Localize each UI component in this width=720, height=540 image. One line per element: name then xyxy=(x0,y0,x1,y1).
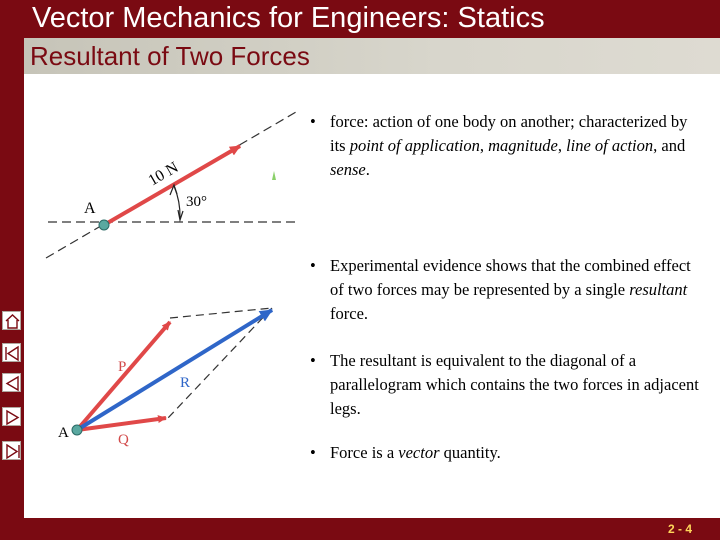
title-bar xyxy=(0,0,720,38)
home-icon xyxy=(3,312,22,331)
force-figures xyxy=(40,100,300,460)
q-label: Q xyxy=(118,432,129,448)
first-slide-icon xyxy=(3,344,22,363)
page-number: 2 - 4 xyxy=(667,522,692,536)
bullet-text-segment: , xyxy=(557,136,567,155)
parallelogram-figure xyxy=(58,308,272,448)
bullet-text-segment: magnitude xyxy=(488,136,558,155)
bullet-text-segment: force. xyxy=(330,304,369,323)
r-label: R xyxy=(180,375,191,391)
next-slide-button[interactable] xyxy=(2,407,21,426)
point-a-particle-2 xyxy=(72,425,82,435)
resultant-r-arrow xyxy=(77,310,272,430)
bullet-text-segment: sense xyxy=(330,160,366,179)
home-button[interactable] xyxy=(2,311,21,330)
previous-slide-icon xyxy=(3,374,22,393)
bullet-symbol: • xyxy=(310,443,316,462)
bullet-text-segment: , and xyxy=(653,136,686,155)
bullet-symbol: • xyxy=(310,256,316,275)
point-a-label-2: A xyxy=(58,425,69,441)
last-slide-button[interactable] xyxy=(2,441,21,460)
small-marker xyxy=(272,171,276,180)
next-slide-icon xyxy=(3,408,22,427)
bullet-text-segment: resultant xyxy=(629,280,688,299)
last-slide-icon xyxy=(3,442,22,461)
bullet-text-segment: The resultant is equivalent to the diagonal of a parallelogram which contains the two forces in adjacent legs. xyxy=(330,351,699,418)
p-label: P xyxy=(118,359,127,375)
point-a-label: A xyxy=(84,200,96,217)
bullet-text-segment: line of action xyxy=(566,136,654,155)
force-p-arrow xyxy=(77,322,170,430)
bullet-text-segment: force: action of one body on another; characterized by its xyxy=(330,112,688,155)
bullet-text-segment: . xyxy=(365,160,370,179)
bullet-item xyxy=(310,349,705,421)
bullet-item xyxy=(310,441,705,465)
bullet-text-segment: vector xyxy=(398,443,440,462)
first-slide-button[interactable] xyxy=(2,343,21,362)
bullet-text-segment: quantity. xyxy=(439,443,501,462)
force-vector-arrow xyxy=(104,146,240,225)
bullet-item xyxy=(310,110,705,182)
slide-title: Vector Mechanics for Engineers: Statics xyxy=(32,2,545,34)
previous-slide-button[interactable] xyxy=(2,373,21,392)
subtitle-bar xyxy=(24,38,720,74)
bullet-text-segment: Experimental evidence shows that the combined effect of two forces may be represented by a single xyxy=(330,256,691,299)
angle-label: 30° xyxy=(186,194,207,210)
force-magnitude-label: 10 N xyxy=(145,158,182,190)
bullet-text-segment: point of application xyxy=(349,136,480,155)
single-force-figure xyxy=(46,112,296,258)
point-a-particle xyxy=(99,220,109,230)
bullet-text-segment: , xyxy=(479,136,489,155)
bullet-item xyxy=(310,254,705,326)
bullet-symbol: • xyxy=(310,351,316,370)
bullet-symbol: • xyxy=(310,112,316,131)
bullet-text-segment: Force is a xyxy=(330,443,399,462)
footer-bar xyxy=(24,518,720,540)
left-nav-strip xyxy=(0,38,24,540)
parallelogram-dashed-top xyxy=(170,308,272,318)
slide-subtitle: Resultant of Two Forces xyxy=(30,41,310,71)
